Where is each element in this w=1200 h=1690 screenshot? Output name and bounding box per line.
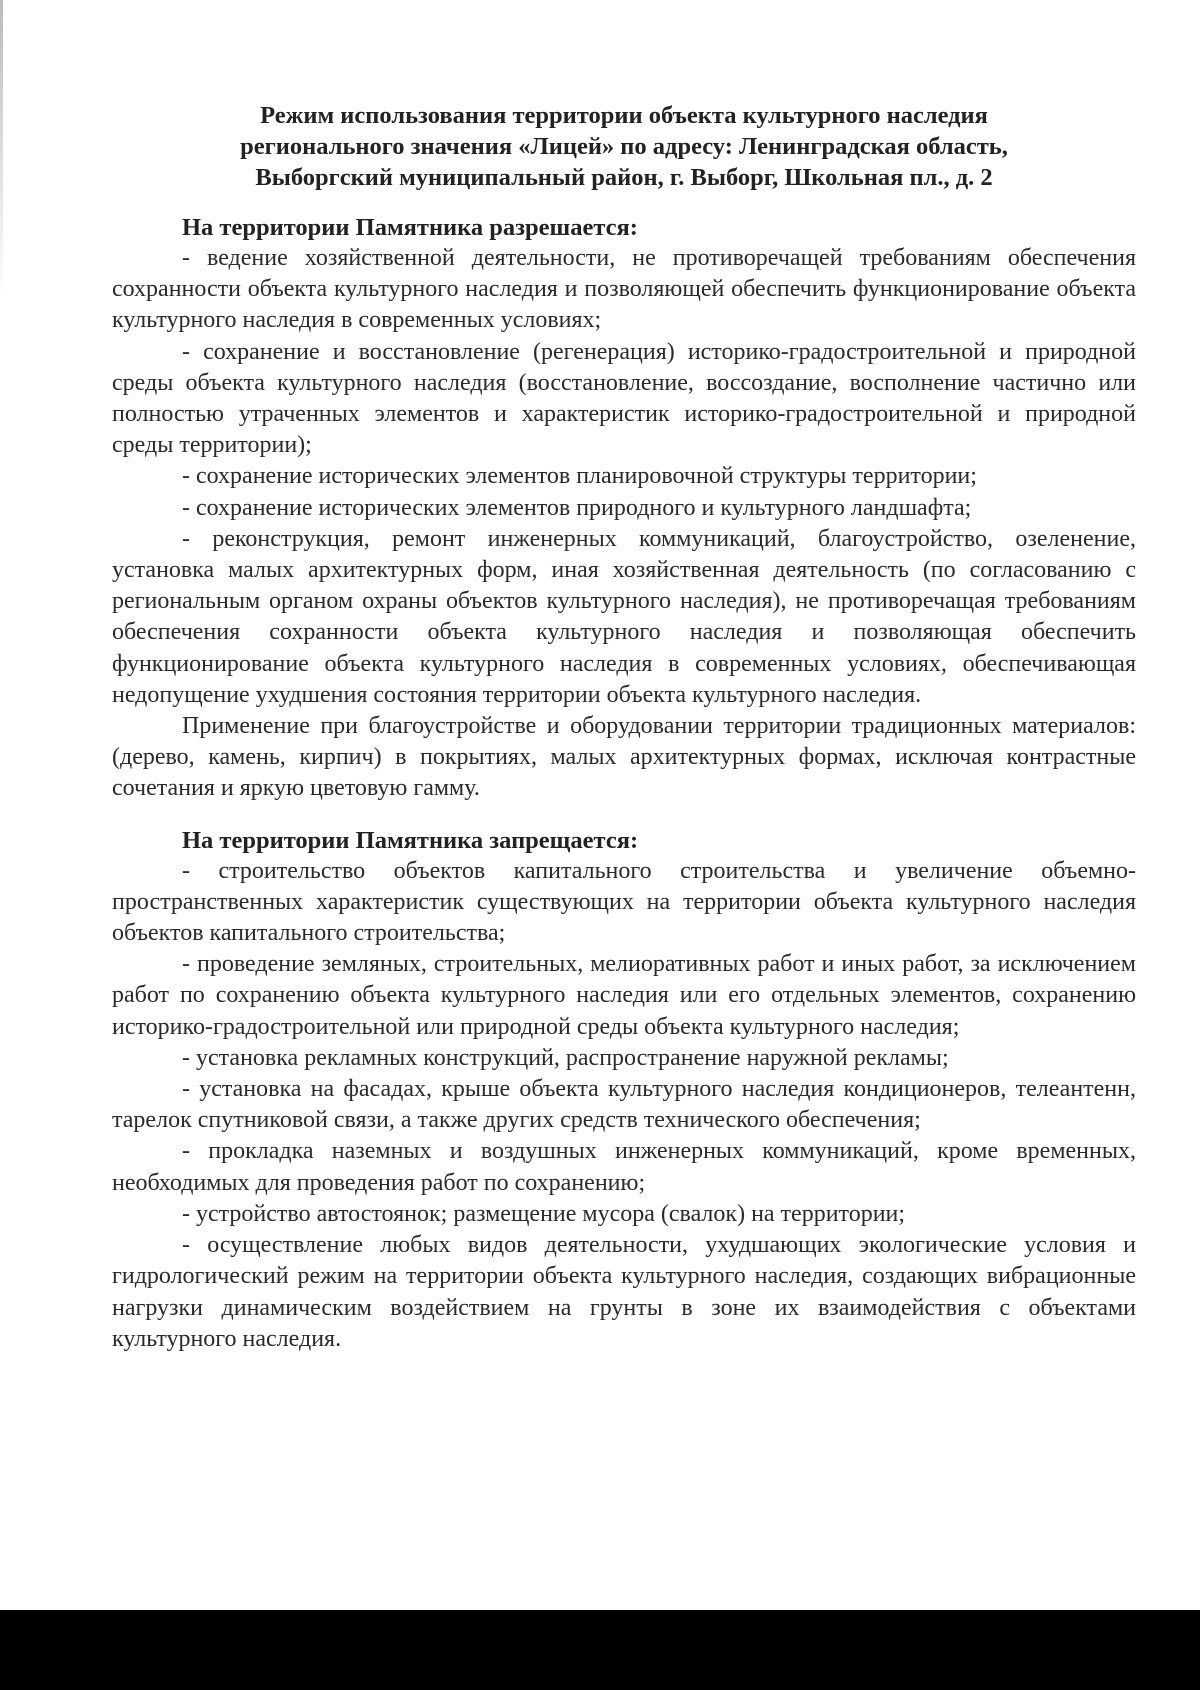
- section-spacer: [112, 805, 1136, 825]
- forbidden-item: - проведение земляных, строительных, мелиоративных работ и иных работ, за исключением работ по сохранению объекта культурного наследия или его отдельных элементов, сохранению историко-градостроительной или природной среды объекта культурного наследия;: [112, 951, 1136, 1040]
- document-title: [112, 100, 1136, 193]
- allowed-item: - ведение хозяйственной деятельности, не противоречащей требованиям обеспечения сохранности объекта культурного наследия и позволяющей обеспечить функционирование объекта культурного наследия в современных условиях;: [112, 245, 1136, 334]
- scan-bottom-edge: [0, 1610, 1200, 1690]
- allowed-heading: На территории Памятника разрешается:: [182, 214, 638, 241]
- forbidden-section: [112, 825, 1136, 1355]
- forbidden-heading: На территории Памятника запрещается:: [182, 826, 639, 854]
- forbidden-item: - осуществление любых видов деятельности, ухудшающих экологические условия и гидрологический режим на территории объекта культурного наследия, создающих вибрационные нагрузки динамическим воздействием на грунты в зоне их взаимодействия с объектами культурного наследия.: [112, 1232, 1136, 1352]
- forbidden-item: - строительство объектов капитального строительства и увеличение объемно-пространственных характеристик существующих на территории объекта культурного наследия объектов капитального строительства;: [112, 857, 1136, 947]
- document-page: [112, 100, 1136, 1355]
- forbidden-item: - установка рекламных конструкций, распространение наружной рекламы;: [182, 1044, 949, 1071]
- allowed-item: Применение при благоустройстве и оборудовании территории традиционных материалов: (дерево, камень, кирпич) в покрытиях, малых архитектурных формах, исключая контрастные сочетания и яркую цветовую гамму.: [112, 713, 1136, 802]
- title-line: Режим использования территории объекта культурного наследия: [260, 102, 988, 129]
- forbidden-item: - прокладка наземных и воздушных инженерных коммуникаций, кроме временных, необходимых для проведения работ по сохранению;: [112, 1138, 1136, 1196]
- allowed-item: - сохранение и восстановление (регенерация) историко-градостроительной и природной среды объекта культурного наследия (восстановление, воссоздание, восполнение частично или полностью утраченных элементов и характеристик историко-градостроительной и природной среды территории);: [112, 338, 1136, 459]
- title-line: Выборгский муниципальный район, г. Выборг, Школьная пл., д. 2: [255, 164, 993, 191]
- allowed-item: - реконструкция, ремонт инженерных коммуникаций, благоустройство, озеленение, установка малых архитектурных форм, иная хозяйственная деятельность (по согласованию с региональным органом охраны объектов культурного наследия), не противоречащая требованиям обеспечения сохранности объекта культурного наследия и позволяющая обеспечить функционирование объекта культурного наследия в современных условиях, обеспечивающая недопущение ухудшения состояния территории объекта культурного наследия.: [112, 525, 1136, 708]
- allowed-item: - сохранение исторических элементов природного и культурного ландшафта;: [182, 494, 972, 521]
- allowed-item: - сохранение исторических элементов планировочной структуры территории;: [182, 463, 977, 490]
- forbidden-item: - установка на фасадах, крыше объекта культурного наследия кондиционеров, телеантенн, тарелок спутниковой связи, а также других средств технического обеспечения;: [112, 1076, 1136, 1134]
- allowed-section: [112, 212, 1136, 805]
- title-line: регионального значения «Лицей» по адресу: Ленинградская область,: [240, 133, 1008, 160]
- scan-edge-artifact: [0, 0, 3, 300]
- forbidden-item: - устройство автостоянок; размещение мусора (свалок) на территории;: [182, 1200, 906, 1227]
